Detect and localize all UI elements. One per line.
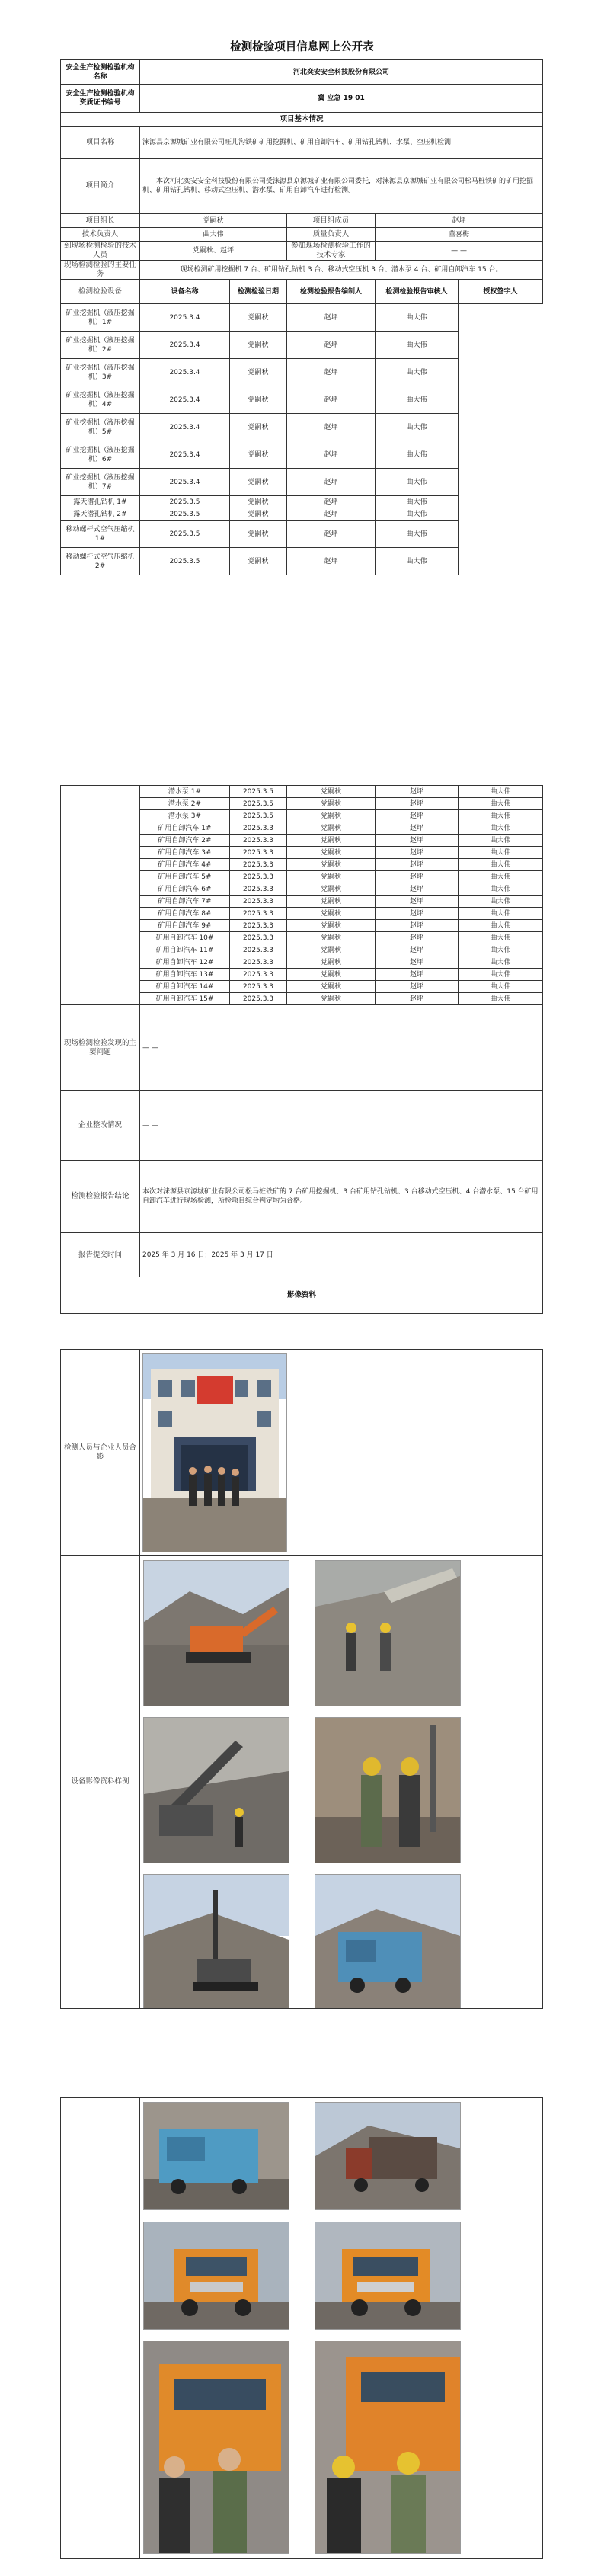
equip-date: 2025.3.5 (230, 810, 287, 822)
equip-name: 矿业挖掘机（液压挖掘机）1# (61, 304, 140, 332)
equipment-row (61, 956, 543, 969)
equip-reviewer: 赵坪 (287, 304, 376, 332)
equip-header-name: 设备名称 (140, 280, 230, 304)
equipment-row (61, 496, 543, 508)
equip-signer: 曲大伟 (459, 871, 543, 883)
quality-lead-value: 董喜梅 (376, 228, 543, 242)
equip-signer: 曲大伟 (459, 798, 543, 810)
equip-name: 矿用自卸汽车 1# (140, 822, 230, 835)
equip-compiler: 党嗣秋 (230, 441, 287, 469)
equip-date: 2025.3.4 (140, 304, 230, 332)
equip-photo-cell (140, 1556, 543, 2009)
truck-staff-photo-2 (315, 2341, 461, 2554)
equipment-row (61, 810, 543, 822)
excavator-photo-2 (315, 1560, 461, 1706)
truck-photo-3 (315, 2222, 461, 2330)
equip-compiler: 党嗣秋 (230, 332, 287, 359)
equip-reviewer: 赵坪 (376, 822, 459, 835)
equipment-row (61, 798, 543, 810)
equip-compiler: 党嗣秋 (230, 496, 287, 508)
equip-name: 潜水泵 2# (140, 798, 230, 810)
equip-reviewer: 赵坪 (376, 920, 459, 932)
equipment-row (61, 896, 543, 908)
equip-name: 矿用自卸汽车 8# (140, 908, 230, 920)
equipment-row (61, 847, 543, 859)
equip-reviewer: 赵坪 (287, 469, 376, 496)
equipment-row (61, 835, 543, 847)
equipment-row (61, 304, 543, 332)
equip-reviewer: 赵坪 (287, 359, 376, 386)
equip-date: 2025.3.3 (230, 993, 287, 1005)
equip-compiler: 党嗣秋 (287, 798, 376, 810)
equip-compiler: 党嗣秋 (287, 871, 376, 883)
equip-name: 移动螺杆式空气压缩机 2# (61, 548, 140, 575)
equip-compiler: 党嗣秋 (230, 469, 287, 496)
equipment-row (61, 386, 543, 414)
expert-value: — — (376, 242, 543, 261)
equipment-row (61, 332, 543, 359)
equip-name: 矿用自卸汽车 3# (140, 847, 230, 859)
equip-date: 2025.3.3 (230, 981, 287, 993)
equip-name: 潜水泵 1# (140, 786, 230, 798)
equip-header-date: 检测检验日期 (230, 280, 287, 304)
equip-reviewer: 赵坪 (376, 981, 459, 993)
equip-signer: 曲大伟 (459, 993, 543, 1005)
equip-signer: 曲大伟 (376, 521, 459, 548)
equip-signer: 曲大伟 (459, 786, 543, 798)
equipment-row (61, 822, 543, 835)
org-name-value: 河北奕安安全科技股份有限公司 (140, 60, 543, 85)
equip-reviewer: 赵坪 (376, 798, 459, 810)
equip-compiler: 党嗣秋 (230, 414, 287, 441)
equipment-row (61, 508, 543, 521)
equip-signer: 曲大伟 (459, 810, 543, 822)
task-label: 现场检测检验的主要任务 (61, 261, 140, 280)
truck-photo-2 (143, 2222, 289, 2330)
group-photo-cell (140, 1350, 543, 1556)
equip-date: 2025.3.3 (230, 908, 287, 920)
equip-name: 矿用自卸汽车 12# (140, 956, 230, 969)
field-staff-value: 党嗣秋、赵坪 (140, 242, 287, 261)
equip-compiler: 党嗣秋 (287, 786, 376, 798)
equip-name: 矿用自卸汽车 10# (140, 932, 230, 944)
equipment-row (61, 908, 543, 920)
equip-date: 2025.3.3 (230, 944, 287, 956)
excavator-photo-1 (143, 1560, 289, 1706)
equip-date: 2025.3.3 (230, 896, 287, 908)
equip-name: 矿用自卸汽车 4# (140, 859, 230, 871)
expert-label: 参加现场检测检验工作的技术专家 (287, 242, 376, 261)
member-value: 赵坪 (376, 214, 543, 228)
issues-label: 现场检测检验发现的主要问题 (61, 1005, 140, 1091)
excavator-photo-3 (143, 1717, 289, 1863)
compressor-photo-1 (315, 1874, 461, 2009)
equip-signer: 曲大伟 (376, 332, 459, 359)
equipment-row (61, 469, 543, 496)
equipment-row (61, 414, 543, 441)
equip-reviewer: 赵坪 (287, 521, 376, 548)
equip-reviewer: 赵坪 (287, 414, 376, 441)
equip-name: 矿用自卸汽车 14# (140, 981, 230, 993)
equip-signer: 曲大伟 (376, 496, 459, 508)
conclusion-value: 本次对涞源县京源城矿业有限公司松马桩铁矿的 7 台矿用挖掘机、3 台矿用钻孔钻机、3 台移动式空压机、4 台潜水泵、15 台矿用自卸汽车进行现场检测，所检项目综合判定均为合格。 (140, 1161, 543, 1233)
equip-date: 2025.3.3 (230, 859, 287, 871)
equip-reviewer: 赵坪 (287, 441, 376, 469)
equip-date: 2025.3.4 (140, 469, 230, 496)
group-photo (142, 1353, 287, 1552)
tech-lead-label: 技术负责人 (61, 228, 140, 242)
equip-compiler: 党嗣秋 (287, 810, 376, 822)
equip-date: 2025.3.5 (230, 786, 287, 798)
equip-reviewer: 赵坪 (376, 993, 459, 1005)
field-staff-label: 到现场检测检验的技术人员 (61, 242, 140, 261)
equip-reviewer: 赵坪 (376, 908, 459, 920)
cert-no-label: 安全生产检测检验机构资质证书编号 (61, 85, 140, 113)
equip-compiler: 党嗣秋 (287, 981, 376, 993)
equipment-row (61, 920, 543, 932)
equip-signer: 曲大伟 (459, 859, 543, 871)
equipment-row (61, 993, 543, 1005)
equip-date: 2025.3.5 (140, 548, 230, 575)
project-brief-label: 项目简介 (61, 159, 140, 214)
equip-compiler: 党嗣秋 (287, 847, 376, 859)
equip-reviewer: 赵坪 (376, 932, 459, 944)
equip-reviewer: 赵坪 (376, 883, 459, 896)
equip-compiler: 党嗣秋 (287, 896, 376, 908)
equip-signer: 曲大伟 (459, 835, 543, 847)
drill-photo-2 (143, 1874, 289, 2009)
equip-reviewer: 赵坪 (287, 386, 376, 414)
submit-date-value: 2025 年 3 月 16 日；2025 年 3 月 17 日 (140, 1233, 543, 1277)
equip-compiler: 党嗣秋 (230, 508, 287, 521)
photo-table-2 (60, 2097, 543, 2559)
equip-reviewer: 赵坪 (376, 969, 459, 981)
equip-name: 矿业挖掘机（液压挖掘机）7# (61, 469, 140, 496)
equip-date: 2025.3.3 (230, 969, 287, 981)
equipment-row (61, 441, 543, 469)
equip-name: 露天潜孔钻机 1# (61, 496, 140, 508)
equip-name: 矿用自卸汽车 9# (140, 920, 230, 932)
section-images: 影像资料 (61, 1277, 543, 1314)
cert-no-value: 冀 应急 19 01 (140, 85, 543, 113)
equip-signer: 曲大伟 (459, 981, 543, 993)
equip-compiler: 党嗣秋 (230, 521, 287, 548)
equipment-row (61, 359, 543, 386)
equip-reviewer: 赵坪 (376, 847, 459, 859)
equip-reviewer: 赵坪 (376, 859, 459, 871)
equip-name: 露天潜孔钻机 2# (61, 508, 140, 521)
equip-name: 潜水泵 3# (140, 810, 230, 822)
equip-reviewer: 赵坪 (287, 548, 376, 575)
equip-reviewer: 赵坪 (376, 896, 459, 908)
equip-photo-label: 设备影像资料样例 (61, 1556, 140, 2009)
quality-lead-label: 质量负责人 (287, 228, 376, 242)
project-brief-value: 本次河北奕安安全科技股份有限公司受涞源县京源城矿业有限公司委托，对涞源县京源城矿业有限公司松马桩铁矿的矿用挖掘机、矿用钻孔钻机、移动式空压机、潜水泵、矿用自卸汽车进行检测。 (140, 159, 543, 214)
equip-compiler: 党嗣秋 (287, 944, 376, 956)
equipment-row (61, 981, 543, 993)
equip-date: 2025.3.3 (230, 847, 287, 859)
equip-name: 矿用自卸汽车 7# (140, 896, 230, 908)
equip-header-signer: 授权签字人 (459, 280, 543, 304)
rectification-value: — — (140, 1091, 543, 1161)
equip-reviewer: 赵坪 (376, 835, 459, 847)
equip-date: 2025.3.3 (230, 883, 287, 896)
equip-compiler: 党嗣秋 (287, 969, 376, 981)
equip-name: 矿业挖掘机（液压挖掘机）2# (61, 332, 140, 359)
equipment-row (61, 932, 543, 944)
equip-signer: 曲大伟 (376, 359, 459, 386)
tech-lead-value: 曲大伟 (140, 228, 287, 242)
leader-value: 党嗣秋 (140, 214, 287, 228)
equip-name: 矿用自卸汽车 2# (140, 835, 230, 847)
equip-signer: 曲大伟 (376, 304, 459, 332)
equip-signer: 曲大伟 (376, 508, 459, 521)
equip-signer: 曲大伟 (376, 548, 459, 575)
equipment-row (61, 521, 543, 548)
project-name-label: 项目名称 (61, 127, 140, 159)
equip-name: 矿用自卸汽车 13# (140, 969, 230, 981)
equip-compiler: 党嗣秋 (287, 835, 376, 847)
equip-signer: 曲大伟 (459, 944, 543, 956)
equip-date: 2025.3.3 (230, 956, 287, 969)
page-title: 检测检验项目信息网上公开表 (230, 41, 374, 53)
equip-date: 2025.3.5 (140, 508, 230, 521)
project-name-value: 涞源县京源城矿业有限公司旺儿沟铁矿矿用挖掘机、矿用自卸汽车、矿用钻孔钻机、水泵、空压机检测 (140, 127, 543, 159)
equip-reviewer: 赵坪 (287, 332, 376, 359)
equipment-row (61, 883, 543, 896)
task-value: 现场检测矿用挖掘机 7 台、矿用钻孔钻机 3 台、移动式空压机 3 台、潜水泵 4 台、矿用自卸汽车 15 台。 (140, 261, 543, 280)
equip-signer: 曲大伟 (459, 908, 543, 920)
equip-name: 矿业挖掘机（液压挖掘机）4# (61, 386, 140, 414)
equip-compiler: 党嗣秋 (230, 359, 287, 386)
compressor-photo-2 (143, 2102, 289, 2210)
section-basic: 项目基本情况 (61, 113, 543, 127)
equip-compiler: 党嗣秋 (287, 822, 376, 835)
equip-name: 矿业挖掘机（液压挖掘机）3# (61, 359, 140, 386)
equipment-row (61, 944, 543, 956)
issues-value: — — (140, 1005, 543, 1091)
equip-compiler: 党嗣秋 (287, 956, 376, 969)
equip-date: 2025.3.3 (230, 835, 287, 847)
equip-reviewer: 赵坪 (376, 810, 459, 822)
equipment-row (61, 969, 543, 981)
equip-name: 矿用自卸汽车 15# (140, 993, 230, 1005)
equip-compiler: 党嗣秋 (287, 920, 376, 932)
equipment-row (61, 871, 543, 883)
leader-label: 项目组长 (61, 214, 140, 228)
equipment-row (61, 786, 543, 798)
equip-compiler: 党嗣秋 (287, 993, 376, 1005)
equip-signer: 曲大伟 (459, 896, 543, 908)
equip-date: 2025.3.4 (140, 359, 230, 386)
equip-name: 矿用自卸汽车 11# (140, 944, 230, 956)
info-table-1 (60, 59, 543, 575)
equipment-label: 检测检验设备 (61, 280, 140, 304)
equipment-row (61, 859, 543, 871)
equip-reviewer: 赵坪 (376, 871, 459, 883)
equip-header-compiler: 检测检验报告编制人 (287, 280, 376, 304)
equip-signer: 曲大伟 (376, 414, 459, 441)
equip-signer: 曲大伟 (459, 847, 543, 859)
equip-date: 2025.3.4 (140, 441, 230, 469)
equip-date: 2025.3.3 (230, 932, 287, 944)
equip-signer: 曲大伟 (459, 956, 543, 969)
equip-signer: 曲大伟 (376, 441, 459, 469)
equip-date: 2025.3.4 (140, 386, 230, 414)
equip-compiler: 党嗣秋 (230, 386, 287, 414)
group-photo-label: 检测人员与企业人员合影 (61, 1350, 140, 1556)
equip-signer: 曲大伟 (459, 969, 543, 981)
equip-reviewer: 赵坪 (287, 508, 376, 521)
rectification-label: 企业整改情况 (61, 1091, 140, 1161)
equip-date: 2025.3.4 (140, 414, 230, 441)
drill-photo-1 (315, 1717, 461, 1863)
equip-signer: 曲大伟 (376, 386, 459, 414)
photo-table-1 (60, 1349, 543, 2009)
equip-date: 2025.3.5 (140, 521, 230, 548)
equip-name: 矿业挖掘机（液压挖掘机）5# (61, 414, 140, 441)
equip-compiler: 党嗣秋 (287, 883, 376, 896)
equip-compiler: 党嗣秋 (287, 932, 376, 944)
equip-date: 2025.3.3 (230, 822, 287, 835)
conclusion-label: 检测检验报告结论 (61, 1161, 140, 1233)
equip-reviewer: 赵坪 (376, 944, 459, 956)
member-label: 项目组成员 (287, 214, 376, 228)
equip-date: 2025.3.5 (140, 496, 230, 508)
equip-signer: 曲大伟 (459, 932, 543, 944)
equip-name: 移动螺杆式空气压缩机 1# (61, 521, 140, 548)
equip-name: 矿用自卸汽车 6# (140, 883, 230, 896)
equip-date: 2025.3.3 (230, 920, 287, 932)
equip-signer: 曲大伟 (459, 920, 543, 932)
equip-compiler: 党嗣秋 (287, 908, 376, 920)
equip-name: 矿业挖掘机（液压挖掘机）6# (61, 441, 140, 469)
equip-photo-cell-2 (140, 2098, 543, 2559)
equip-signer: 曲大伟 (376, 469, 459, 496)
equip-name: 矿用自卸汽车 5# (140, 871, 230, 883)
equip-signer: 曲大伟 (459, 883, 543, 896)
equip-header-reviewer: 检测检验报告审核人 (376, 280, 459, 304)
truck-staff-photo-1 (143, 2341, 289, 2554)
equip-compiler: 党嗣秋 (230, 548, 287, 575)
equip-date: 2025.3.4 (140, 332, 230, 359)
equipment-row (61, 548, 543, 575)
equip-reviewer: 赵坪 (376, 956, 459, 969)
equip-reviewer: 赵坪 (287, 496, 376, 508)
equip-compiler: 党嗣秋 (230, 304, 287, 332)
equip-reviewer: 赵坪 (376, 786, 459, 798)
org-name-label: 安全生产检测检验机构名称 (61, 60, 140, 85)
equip-date: 2025.3.3 (230, 871, 287, 883)
submit-date-label: 报告提交时间 (61, 1233, 140, 1277)
truck-photo-1 (315, 2102, 461, 2210)
equip-signer: 曲大伟 (459, 822, 543, 835)
info-table-2 (60, 785, 543, 1314)
equip-date: 2025.3.5 (230, 798, 287, 810)
equip-compiler: 党嗣秋 (287, 859, 376, 871)
